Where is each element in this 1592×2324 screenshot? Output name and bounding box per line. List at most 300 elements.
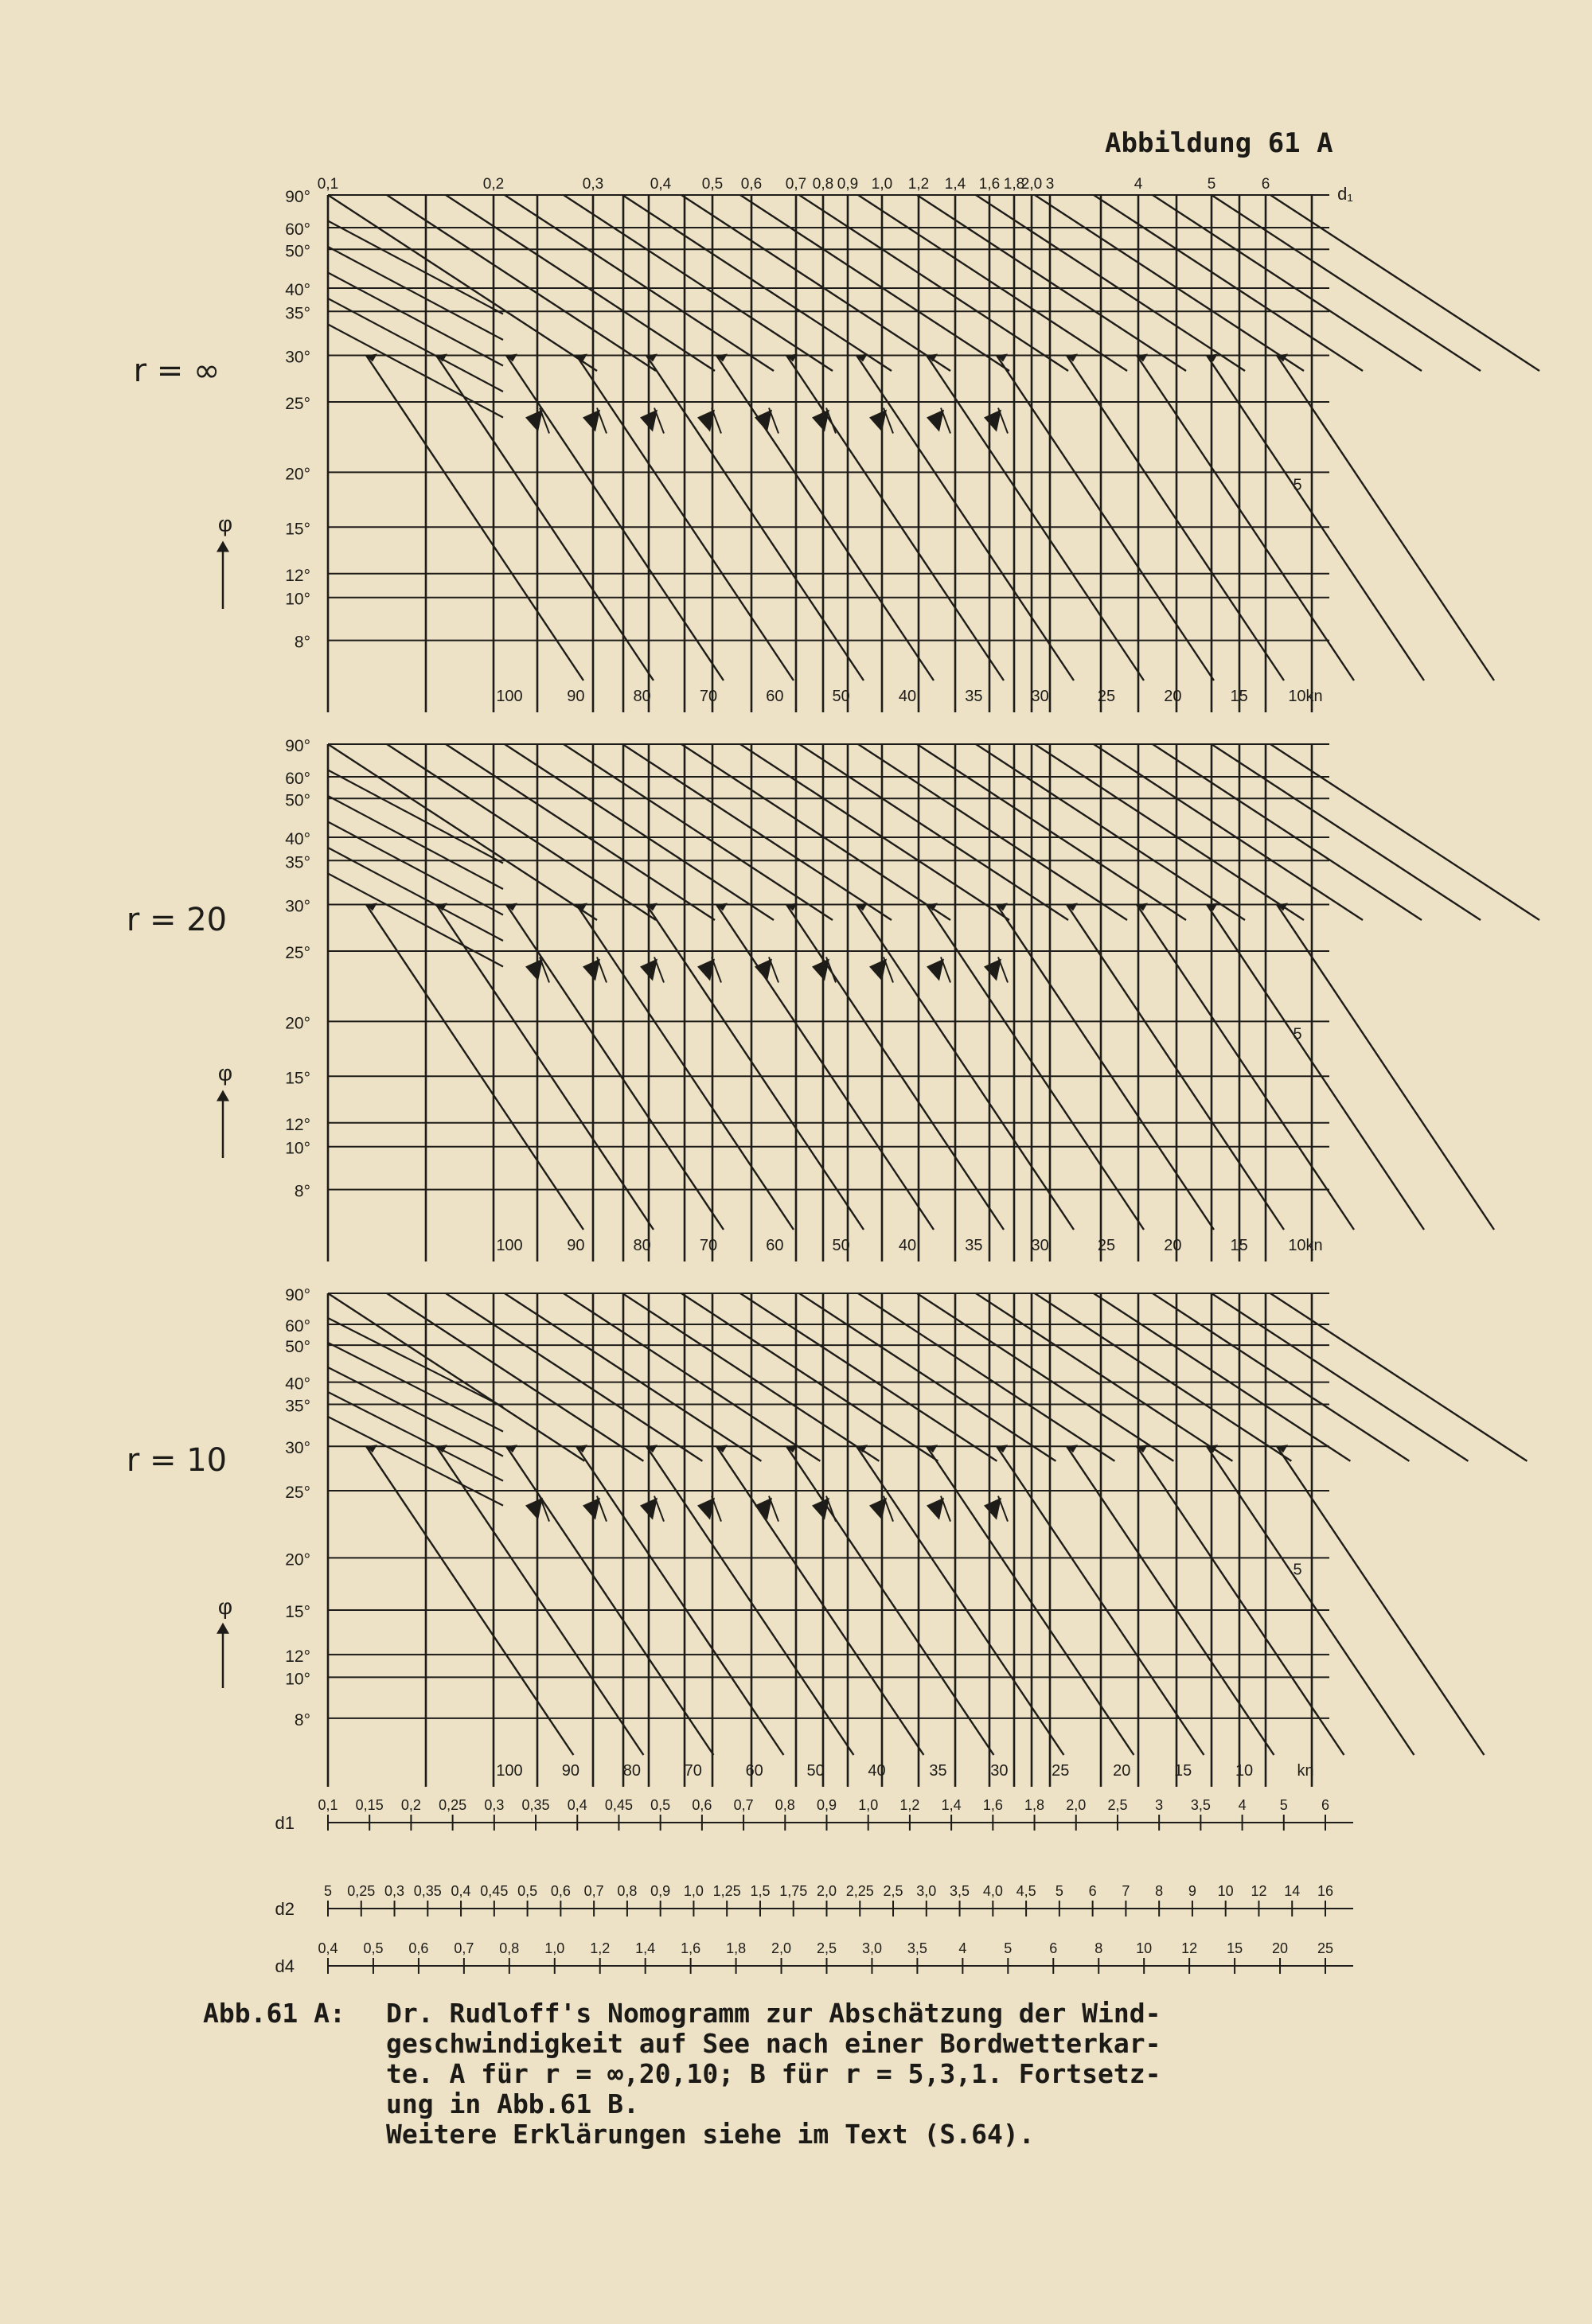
scale-tick-label: 12	[1181, 1940, 1198, 1956]
scale-tick-label: 1,4	[941, 1797, 962, 1813]
wind-barb-icon	[998, 1496, 1008, 1522]
knot-label: 80	[622, 1762, 641, 1780]
phi-tick-label: 25°	[285, 395, 310, 413]
phi-axis-label: φ	[217, 1060, 233, 1086]
wind-barb-icon	[884, 957, 893, 983]
scale-tick-label: 3,0	[861, 1940, 882, 1956]
wind-diagonal-line	[1207, 1446, 1414, 1755]
diagonal-line	[858, 1293, 1114, 1461]
wind-barb-icon	[941, 957, 950, 983]
diagonal-line	[328, 770, 503, 864]
wind-barb-icon	[869, 410, 887, 432]
knot-label: 100	[496, 688, 523, 705]
knot-label: 10kn	[1288, 688, 1323, 705]
phi-tick-label: 15°	[285, 1603, 310, 1622]
wind-barb-icon	[941, 408, 950, 434]
phi-tick-label: 25°	[285, 944, 310, 962]
wind-barb-icon	[583, 959, 600, 981]
diagonal-line	[917, 744, 1186, 920]
d1-top-label: 1,2	[907, 176, 930, 193]
knot-label: 15	[1174, 1762, 1192, 1780]
scale-tick-label: 2,0	[771, 1940, 792, 1956]
wind-barb-icon	[927, 959, 944, 981]
knot-label: 20	[1164, 1237, 1182, 1254]
d1-top-label: 1,8	[1003, 176, 1025, 193]
scale-tick-label: 0,8	[499, 1940, 520, 1956]
wind-barb-icon	[984, 410, 1001, 432]
diagonal-line	[681, 1293, 938, 1461]
scale-tick-label: 0,3	[384, 1883, 405, 1899]
scale-label: d4	[275, 1956, 295, 1976]
wind-barb-icon	[927, 410, 944, 432]
wind-barb-icon	[826, 957, 836, 983]
d1-top-label: 4	[1134, 176, 1143, 193]
scale-tick-label: 2,0	[816, 1883, 837, 1899]
wind-diagonal-line	[506, 356, 724, 681]
scale-tick-label: 0,8	[775, 1797, 795, 1813]
scale-tick-label: 20	[1272, 1940, 1289, 1956]
d1-top-label: 0,1	[317, 176, 339, 193]
wind-diagonal-line	[786, 1446, 993, 1755]
scale-tick-label: 14	[1284, 1883, 1301, 1899]
wind-diagonal-line	[1277, 356, 1494, 681]
scale-tick-label: 1,0	[858, 1797, 879, 1813]
phi-tick-label: 50°	[285, 1338, 310, 1357]
knot-label: 100	[496, 1237, 523, 1254]
scale-tick-label: 0,5	[650, 1797, 671, 1813]
scale-tick-label: 6	[1088, 1883, 1097, 1899]
r-value-label: r = 10	[126, 1442, 228, 1480]
wind-diagonal-line	[646, 905, 864, 1230]
knot-label: 30	[1031, 688, 1049, 705]
phi-tick-label: 40°	[285, 281, 310, 299]
diagonal-line	[622, 744, 892, 920]
diagonal-line	[564, 195, 833, 371]
knot-label: 90	[567, 1237, 585, 1254]
phi-tick-label: 12°	[285, 1115, 310, 1134]
scale-tick-label: 1,6	[681, 1940, 701, 1956]
wind-barb-icon	[769, 957, 778, 983]
phi-tick-label: 90°	[285, 1286, 310, 1304]
diagonal-line	[505, 195, 774, 371]
wind-barb-icon	[654, 1496, 664, 1522]
scale-tick-label: 0,6	[692, 1797, 712, 1813]
scale-tick-label: 0,1	[318, 1797, 338, 1813]
diagonal-line	[1094, 195, 1363, 371]
knot-label: 10	[1235, 1762, 1254, 1780]
scale-tick-label: 4,5	[1016, 1883, 1036, 1899]
scale-tick-label: 0,25	[439, 1797, 467, 1813]
scale-tick-label: 2,5	[816, 1940, 837, 1956]
knot-label: 35	[929, 1762, 947, 1780]
phi-tick-label: 50°	[285, 242, 310, 261]
caption-line-2: geschwindigkeit auf See nach einer Bordwetterkar-	[386, 2028, 1161, 2059]
scale-tick-label: 10	[1217, 1883, 1234, 1899]
scale-tick-label: 5	[323, 1883, 333, 1899]
caption-line-1: Dr. Rudloff's Nomogramm zur Abschätzung der Wind-	[386, 1998, 1161, 2029]
phi-axis-label: φ	[217, 1594, 233, 1619]
scale-tick-label: 9	[1188, 1883, 1196, 1899]
scale-tick-label: 0,9	[816, 1797, 837, 1813]
scale-d2	[275, 1883, 1353, 1919]
knot-label: 60	[766, 1237, 784, 1254]
scale-label: d2	[275, 1899, 295, 1919]
wind-barb-icon	[597, 957, 607, 983]
caption-line-3: te. A für r = ∞,20,10; B für r = 5,3,1. Fortsetz-	[386, 2058, 1161, 2089]
d1-top-label: 0,9	[837, 176, 859, 193]
wind-barb-icon	[654, 408, 664, 434]
wind-diagonal-line	[927, 356, 1144, 681]
phi-tick-label: 60°	[285, 769, 310, 788]
scale-tick-label: 0,35	[413, 1883, 442, 1899]
phi-tick-label: 15°	[285, 1069, 310, 1088]
knot-label: 50	[832, 1237, 850, 1254]
scale-tick-label: 1,2	[590, 1940, 611, 1956]
diagonal-line	[917, 195, 1186, 371]
wind-barb-icon	[869, 1498, 887, 1520]
knot-label: 60	[766, 688, 784, 705]
scale-tick-label: 1,8	[1024, 1797, 1045, 1813]
wind-barb-icon	[998, 957, 1008, 983]
d1-axis-label: d₁	[1337, 184, 1353, 204]
wind-diagonal-line	[716, 356, 934, 681]
diagonal-line	[740, 195, 1009, 371]
wind-barb-icon	[755, 959, 772, 981]
phi-axis-arrow-icon	[217, 541, 229, 552]
diagonal-line	[1212, 195, 1481, 371]
phi-tick-label: 8°	[294, 1182, 310, 1201]
d1-top-label: 0,7	[785, 176, 807, 193]
scale-tick-label: 1,75	[779, 1883, 808, 1899]
scale-tick-label: 4	[1238, 1797, 1247, 1813]
phi-tick-label: 15°	[285, 520, 310, 539]
knot-label: 90	[567, 688, 585, 705]
scale-tick-label: 1,8	[726, 1940, 747, 1956]
diagonal-line	[387, 195, 656, 371]
diagonal-line	[328, 1417, 503, 1506]
knot-label: 15	[1230, 688, 1248, 705]
wind-diagonal-line	[366, 905, 583, 1230]
scale-tick-label: 6	[1321, 1797, 1330, 1813]
knot-label: 50	[832, 688, 850, 705]
scale-tick-label: 0,5	[363, 1940, 384, 1956]
figure-title: Abbildung 61 A	[1105, 127, 1333, 159]
phi-tick-label: 35°	[285, 1397, 310, 1416]
scale-tick-label: 0,45	[604, 1797, 633, 1813]
scale-tick-label: 0,6	[550, 1883, 571, 1899]
diagonal-line	[681, 744, 950, 920]
wind-barb-icon	[755, 410, 772, 432]
wind-barb-icon	[525, 410, 543, 432]
knot-label: 25	[1097, 1237, 1116, 1254]
phi-tick-label: 10°	[285, 1139, 310, 1158]
scale-tick-label: 12	[1251, 1883, 1267, 1899]
diagonal-line	[1212, 744, 1481, 920]
wind-diagonal-line	[1137, 356, 1354, 681]
d1-top-label: 3	[1045, 176, 1055, 193]
scale-tick-label: 0,3	[484, 1797, 505, 1813]
diagonal-line	[799, 1293, 1055, 1461]
knot-label: 50	[806, 1762, 825, 1780]
diagonal-line	[328, 822, 503, 915]
wind-barb-icon	[998, 408, 1008, 434]
diagonal-line	[1153, 744, 1422, 920]
scale-tick-label: 4,0	[982, 1883, 1003, 1899]
diagonal-line	[328, 1367, 503, 1456]
diagonal-line	[328, 874, 503, 967]
r-value-label: r = ∞	[133, 353, 220, 389]
d1-top-label: 5	[1207, 176, 1216, 193]
wind-diagonal-line	[997, 356, 1214, 681]
wind-barb-icon	[654, 957, 664, 983]
wind-diagonal-line	[436, 905, 654, 1230]
scale-tick-label: 0,9	[650, 1883, 671, 1899]
knot-label: 15	[1230, 1237, 1248, 1254]
phi-tick-label: 8°	[294, 1710, 310, 1729]
wind-barb-icon	[583, 1498, 600, 1520]
wind-diagonal-line	[1277, 1446, 1484, 1755]
scale-tick-label: 6	[1049, 1940, 1058, 1956]
wind-barb-icon	[812, 1498, 829, 1520]
wind-diagonal-line	[997, 905, 1214, 1230]
knot-label: 70	[699, 1237, 718, 1254]
scale-tick-label: 2,5	[1107, 1797, 1128, 1813]
scale-tick-label: 3,0	[916, 1883, 937, 1899]
wind-diagonal-line	[1277, 905, 1494, 1230]
scale-tick-label: 5	[1004, 1940, 1013, 1956]
d1-top-label: 0,8	[812, 176, 834, 193]
scale-tick-label: 2,0	[1066, 1797, 1087, 1813]
wind-diagonal-line	[856, 1446, 1063, 1755]
scale-tick-label: 0,7	[733, 1797, 754, 1813]
knot-label: 70	[699, 688, 718, 705]
r-value-label: r = 20	[126, 902, 228, 938]
wind-diagonal-line	[646, 356, 864, 681]
scale-tick-label: 3,5	[1190, 1797, 1211, 1813]
scale-tick-label: 0,4	[318, 1940, 338, 1956]
wind-barb-icon	[927, 1498, 944, 1520]
diagonal-line	[564, 744, 833, 920]
phi-tick-label: 60°	[285, 1317, 310, 1336]
knot-label: 40	[898, 1237, 917, 1254]
knot-label: 100	[496, 1762, 523, 1780]
wind-barb-icon	[884, 408, 893, 434]
d1-top-label: 1,0	[871, 176, 893, 193]
scale-tick-label: 0,4	[451, 1883, 471, 1899]
wind-barb-icon	[869, 959, 887, 981]
scale-tick-label: 5	[1279, 1797, 1288, 1813]
diagonal-line	[446, 195, 715, 371]
d1-top-label: 0,3	[582, 176, 604, 193]
diagonal-line	[976, 195, 1245, 371]
caption-line-5: Weitere Erklärungen siehe im Text (S.64).	[386, 2119, 1035, 2150]
wind-diagonal-line	[786, 356, 1004, 681]
knot-label: 70	[684, 1762, 702, 1780]
wind-barb-icon	[597, 408, 607, 434]
diagonal-line	[1035, 1293, 1291, 1461]
diagonal-line	[1035, 744, 1304, 920]
diagonal-line	[1153, 195, 1422, 371]
scale-d4	[275, 1940, 1353, 1976]
scale-tick-label: 1,0	[544, 1940, 565, 1956]
knot-label: 60	[745, 1762, 763, 1780]
knot-label: kn	[1297, 1762, 1314, 1780]
scale-tick-label: 1,4	[635, 1940, 656, 1956]
knot-label: 30	[1031, 1237, 1049, 1254]
wind-diagonal-line	[366, 1446, 573, 1755]
phi-tick-label: 12°	[285, 1647, 310, 1666]
wind-diagonal-line	[716, 905, 934, 1230]
scale-tick-label: 10	[1136, 1940, 1153, 1956]
d1-top-label: 1,4	[944, 176, 966, 193]
wind-diagonal-line	[927, 905, 1144, 1230]
diagonal-line	[387, 744, 656, 920]
wind-barb-icon	[769, 408, 778, 434]
phi-axis-label: φ	[217, 511, 233, 536]
phi-tick-label: 30°	[285, 348, 310, 367]
knot-label: 35	[965, 1237, 983, 1254]
wind-diagonal-line	[927, 1446, 1134, 1755]
knot-label: 25	[1097, 688, 1116, 705]
scale-tick-label: 0,8	[617, 1883, 638, 1899]
scale-tick-label: 2,5	[883, 1883, 903, 1899]
phi-tick-label: 35°	[285, 853, 310, 872]
diagonal-line	[328, 221, 503, 314]
speed-marker-5: 5	[1293, 1025, 1302, 1043]
phi-tick-label: 20°	[285, 1014, 310, 1033]
phi-tick-label: 40°	[285, 1375, 310, 1394]
knot-label: 90	[561, 1762, 580, 1780]
scale-tick-label: 16	[1317, 1883, 1334, 1899]
scale-tick-label: 1,2	[899, 1797, 920, 1813]
diagonal-line	[976, 744, 1245, 920]
panel-2	[127, 737, 1539, 1261]
d1-top-label: 6	[1261, 176, 1270, 193]
knot-label: 20	[1113, 1762, 1131, 1780]
scale-tick-label: 3,5	[907, 1940, 927, 1956]
phi-axis-arrow-icon	[217, 1623, 229, 1634]
diagonal-line	[1212, 1293, 1468, 1461]
scale-tick-label: 3	[1155, 1797, 1164, 1813]
scale-tick-label: 0,4	[567, 1797, 587, 1813]
phi-tick-label: 12°	[285, 566, 310, 585]
wind-diagonal-line	[856, 356, 1074, 681]
panel-3	[127, 1286, 1528, 1787]
diagonal-line	[858, 744, 1127, 920]
scale-tick-label: 0,7	[454, 1940, 474, 1956]
diagonal-line	[1153, 1293, 1409, 1461]
scale-tick-label: 25	[1317, 1940, 1334, 1956]
diagonal-line	[1094, 744, 1363, 920]
scale-tick-label: 8	[1155, 1883, 1164, 1899]
diagonal-line	[328, 325, 503, 418]
scale-tick-label: 3,5	[950, 1883, 970, 1899]
wind-diagonal-line	[366, 356, 583, 681]
diagonal-line	[799, 195, 1068, 371]
wind-barb-icon	[525, 959, 543, 981]
scale-tick-label: 0,6	[408, 1940, 429, 1956]
wind-barb-icon	[984, 959, 1001, 981]
wind-diagonal-line	[1137, 905, 1354, 1230]
diagonal-line	[858, 195, 1127, 371]
wind-barb-icon	[525, 1498, 543, 1520]
wind-diagonal-line	[856, 905, 1074, 1230]
phi-tick-label: 30°	[285, 1439, 310, 1458]
wind-diagonal-line	[576, 1446, 783, 1755]
wind-barb-icon	[583, 410, 600, 432]
diagonal-line	[505, 744, 774, 920]
d1-top-label: 0,2	[482, 176, 505, 193]
diagonal-line	[328, 298, 503, 392]
d1-top-label: 0,6	[740, 176, 763, 193]
phi-tick-label: 10°	[285, 590, 310, 609]
diagonal-line	[681, 195, 950, 371]
wind-diagonal-line	[1067, 905, 1284, 1230]
scale-tick-label: 5	[1055, 1883, 1063, 1899]
diagonal-line	[328, 1343, 503, 1432]
wind-barb-icon	[984, 1498, 1001, 1520]
scale-tick-label: 0,2	[400, 1797, 421, 1813]
diagonal-line	[328, 848, 503, 941]
wind-barb-icon	[812, 410, 829, 432]
wind-barb-icon	[812, 959, 829, 981]
wind-diagonal-line	[436, 356, 654, 681]
scale-tick-label: 4	[958, 1940, 967, 1956]
scale-d1	[275, 1797, 1353, 1833]
wind-barb-icon	[769, 1496, 778, 1522]
panel-1	[134, 176, 1539, 712]
wind-barb-icon	[941, 1496, 950, 1522]
knot-label: 30	[990, 1762, 1009, 1780]
wind-diagonal-line	[1067, 356, 1284, 681]
d1-top-label: 0,5	[701, 176, 724, 193]
knot-label: 35	[965, 688, 983, 705]
diagonal-line	[328, 1318, 503, 1407]
wind-diagonal-line	[506, 905, 724, 1230]
scale-tick-label: 0,45	[480, 1883, 509, 1899]
phi-tick-label: 90°	[285, 737, 310, 755]
scale-tick-label: 1,25	[712, 1883, 741, 1899]
scale-tick-label: 0,7	[583, 1883, 604, 1899]
scale-tick-label: 0,25	[347, 1883, 376, 1899]
scale-tick-label: 1,6	[982, 1797, 1003, 1813]
phi-tick-label: 20°	[285, 1550, 310, 1569]
d1-top-label: 0,4	[650, 176, 672, 193]
diagonal-line	[1035, 195, 1304, 371]
diagonal-line	[505, 1293, 761, 1461]
knot-label: 80	[633, 688, 651, 705]
phi-tick-label: 50°	[285, 791, 310, 810]
phi-tick-label: 8°	[294, 633, 310, 652]
caption-prefix: Abb.61 A:	[203, 1998, 345, 2029]
diagonal-line	[799, 744, 1068, 920]
diagonal-line	[1270, 1293, 1527, 1461]
scale-tick-label: 2,25	[845, 1883, 874, 1899]
knot-label: 20	[1164, 688, 1182, 705]
knot-label: 25	[1052, 1762, 1070, 1780]
scale-tick-label: 1,5	[750, 1883, 771, 1899]
knot-label: 80	[633, 1237, 651, 1254]
knot-label: 40	[898, 688, 917, 705]
diagonal-line	[740, 744, 1009, 920]
d1-top-label: 1,6	[978, 176, 1001, 193]
wind-barb-icon	[826, 408, 836, 434]
phi-tick-label: 60°	[285, 220, 310, 239]
speed-marker-5: 5	[1293, 1561, 1302, 1579]
d1-top-label: 2,0	[1020, 176, 1043, 193]
caption-line-4: ung in Abb.61 B.	[386, 2088, 639, 2119]
scale-tick-label: 1,0	[683, 1883, 704, 1899]
